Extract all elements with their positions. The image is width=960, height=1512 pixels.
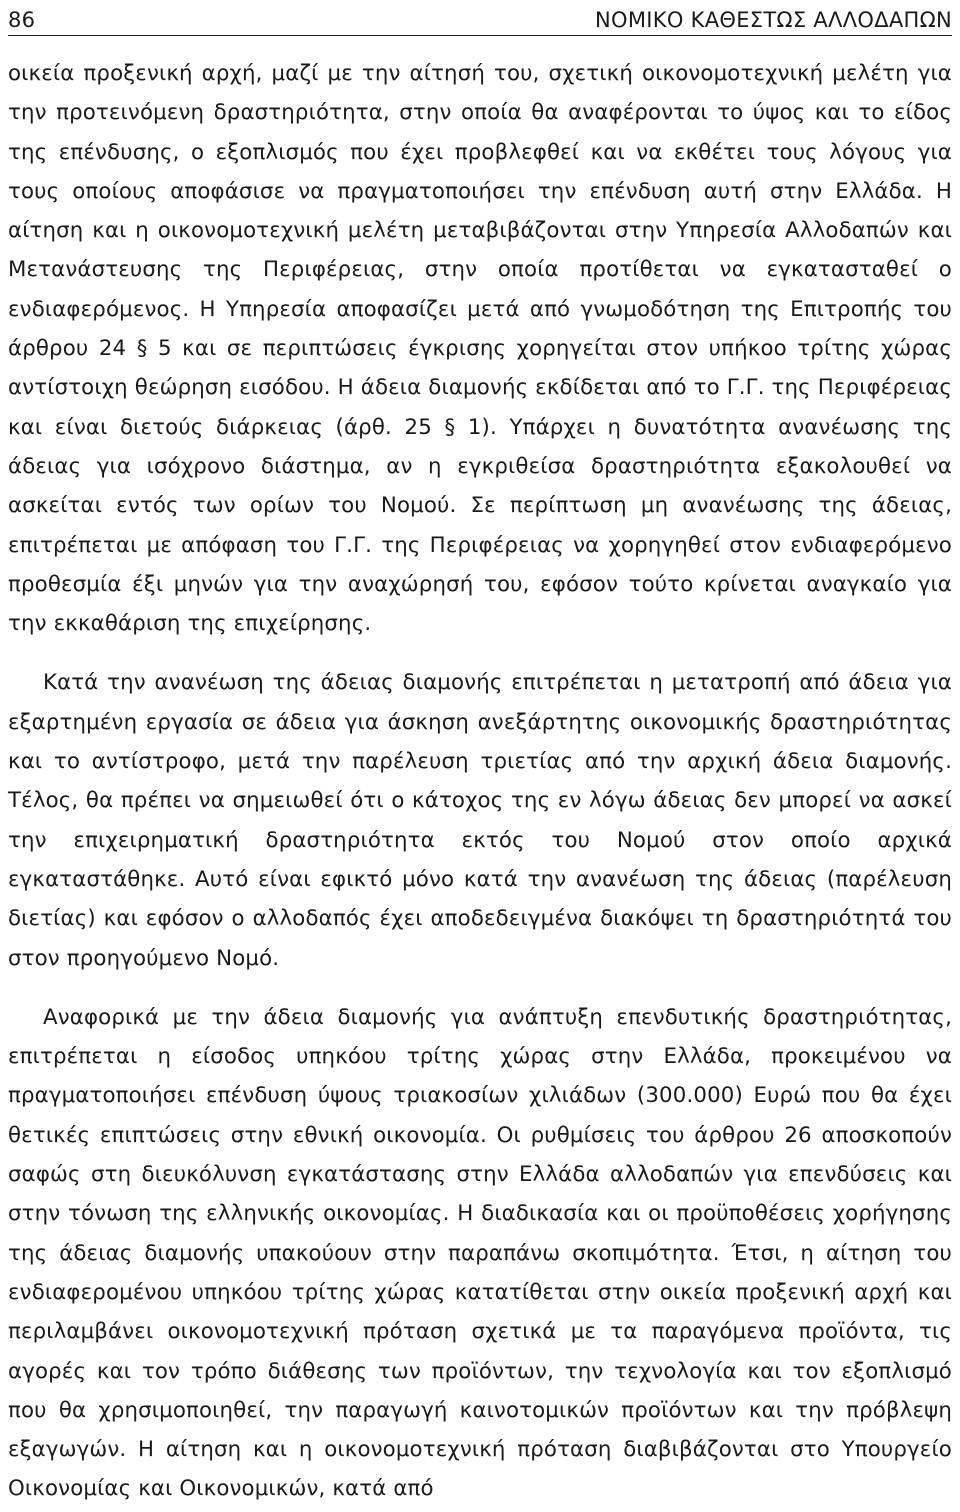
- paragraph-1: οικεία προξενική αρχή, μαζί με την αίτησή του, σχετική οικονομοτεχνική μελέτη για την προτεινόμενη δραστηριότητα, στην οποία θα αναφέρονται το ύψος και το είδος της επένδυσης, ο εξοπλισμός που έχει προβλεφθεί και να εκθέτει τους λόγους για τους οποίους αποφάσισε να πραγματοποιήσει την επένδυση αυτή στην Ελλάδα. Η αίτηση και η οικονομοτεχνική μελέτη μεταβιβάζονται στην Υπηρεσία Αλλοδαπών και Μετανάστευσης της Περιφέρειας, στην οποία προτίθεται να εγκατασταθεί ο ενδιαφερόμενος. Η Υπηρεσία αποφασίζει μετά από γνωμοδότηση της Επιτροπής του άρθρου 24 § 5 και σε περιπτώσεις έγκρισης χορηγείται στον υπήκοο τρίτης χώρας αντίστοιχη θεώρηση εισόδου. Η άδεια διαμονής εκδίδεται από το Γ.Γ. της Περιφέρειας και είναι διετούς διάρκειας (άρθ. 25 § 1). Υπάρχει η δυνατότητα ανανέωσης της άδειας για ισόχρονο διάστημα, αν η εγκριθείσα δραστηριότητα εξακολουθεί να ασκείται εντός των ορίων του Νομού. Σε περίπτωση μη ανανέωσης της άδειας, επιτρέπεται με απόφαση του Γ.Γ. της Περιφέρειας να χορηγηθεί στον ενδιαφερόμενο προθεσμία έξι μηνών για την αναχώρησή του, εφόσον τούτο κρίνεται αναγκαίο για την εκκαθάριση της επιχείρησης.: [8, 61, 952, 637]
- running-title: ΝΟΜΙΚΟ ΚΑΘΕΣΤΩΣ ΑΛΛΟΔΑΠΩΝ: [595, 8, 952, 32]
- paragraph-2: Κατά την ανανέωση της άδειας διαμονής επιτρέπεται η μετατροπή από άδεια για εξαρτημένη εργασία σε άδεια για άσκηση ανεξάρτητης οικονομικής δραστηριότητας και το αντίστροφο, μετά την παρέλευση τριετίας από την αρχική άδεια διαμονής. Τέλος, θα πρέπει να σημειωθεί ότι ο κάτοχος της εν λόγω άδειας δεν μπορεί να ασκεί την επιχειρηματική δραστηριότητα εκτός του Νομού στον οποίο αρχικά εγκαταστάθηκε. Αυτό είναι εφικτό μόνο κατά την ανανέωση της άδειας (παρέλευση διετίας) και εφόσον ο αλλοδαπός έχει αποδεδειγμένα διακόψει τη δραστηριότητά του στον προηγούμενο Νομό.: [8, 670, 952, 971]
- page-number: 86: [8, 8, 36, 32]
- paragraph-3: Αναφορικά με την άδεια διαμονής για ανάπτυξη επενδυτικής δραστηριότητας, επιτρέπεται η είσοδος υπηκόου τρίτης χώρας στην Ελλάδα, προκειμένου να πραγματοποιήσει επένδυση ύψους τριακοσίων χιλιάδων (300.000) Ευρώ που θα έχει θετικές επιπτώσεις στην εθνική οικονομία. Οι ρυθμίσεις του άρθρου 26 αποσκοπούν σαφώς στη διευκόλυνση εγκατάστασης στην Ελλάδα αλλοδαπών για επενδύσεις και στην τόνωση της ελληνικής οικονομίας. Η διαδικασία και οι προϋποθέσεις χορήγησης της άδειας διαμονής υπακούουν στην παραπάνω σκοπιμότητα. Έτσι, η αίτηση του ενδιαφερομένου υπηκόου τρίτης χώρας κατατίθεται στην οικεία προξενική αρχή και περιλαμβάνει οικονομοτεχνική πρόταση σχετικά με τα παραγόμενα προϊόντα, τις αγορές και τον τρόπο διάθεσης των προϊόντων, την τεχνολογία και τον εξοπλισμό που θα χρησιμοποιηθεί, την παραγωγή καινοτομικών προϊόντων και την πρόβλεψη εξαγωγών. Η αίτηση και η οικονομοτεχνική πρόταση διαβιβάζονται στο Υπουργείο Οικονομίας και Οικονομικών, κατά από: [8, 1004, 952, 1502]
- body-text: [8, 54, 952, 1509]
- running-header: [8, 0, 952, 36]
